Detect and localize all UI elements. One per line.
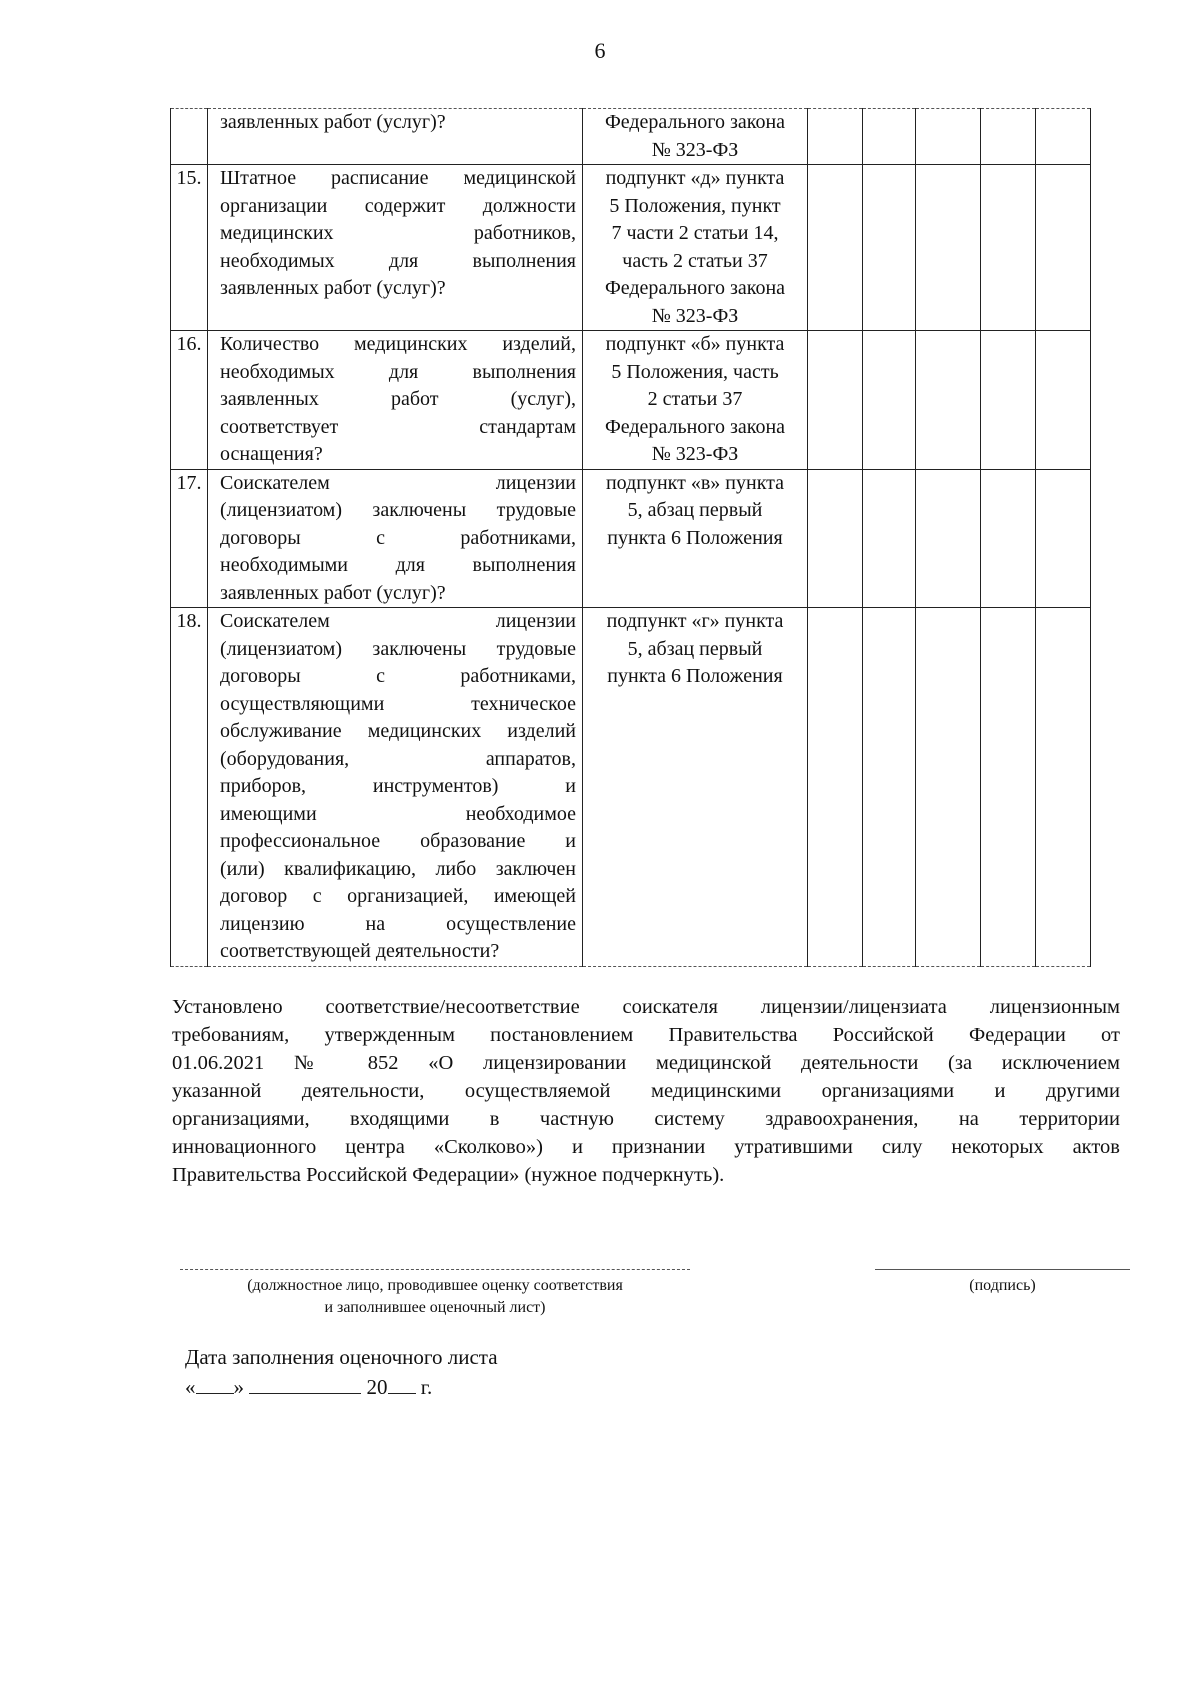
answer-cell[interactable] <box>916 469 981 608</box>
answer-cell[interactable] <box>863 608 916 967</box>
conclusion-line: Установлено соответствие/несоответствие соискателя лицензии/лицензиата лицензионным <box>172 996 1120 1018</box>
question-line: договор с организацией, имеющей <box>220 885 576 907</box>
answer-cell[interactable] <box>808 109 863 165</box>
reference-line: № 323-ФЗ <box>651 443 739 465</box>
question-line: Штатное расписание медицинской <box>220 167 576 189</box>
answer-cell[interactable] <box>916 608 981 967</box>
reference-line: 7 части 2 статьи 14, <box>611 222 779 244</box>
question-cell <box>208 109 583 165</box>
question-cell <box>208 469 583 608</box>
question-line: заявленных работ (услуг)? <box>220 277 446 299</box>
answer-cell[interactable] <box>808 165 863 331</box>
question-cell <box>208 165 583 331</box>
reference-line: 2 статьи 37 <box>647 388 743 410</box>
year-suffix: г. <box>420 1375 433 1399</box>
question-line: договоры с работниками, <box>220 526 576 549</box>
date-open-quote: « <box>185 1375 196 1399</box>
reference-cell <box>583 331 808 470</box>
conclusion-line: организациями, входящими в частную систему здравоохранения, на территории <box>172 1108 1120 1130</box>
answer-cell[interactable] <box>863 469 916 608</box>
answer-cell[interactable] <box>916 165 981 331</box>
question-line: оснащения? <box>220 443 323 465</box>
reference-line: 5, абзац первый <box>627 637 763 660</box>
question-line: имеющими необходимое <box>220 802 576 825</box>
reference-line: подпункт «в» пункта <box>605 471 785 494</box>
reference-cell <box>583 165 808 331</box>
reference-line: подпункт «д» пункта <box>605 167 785 189</box>
answer-cell[interactable] <box>1036 331 1091 470</box>
question-line: (лицензиатом) заключены трудовые <box>220 499 576 521</box>
year-blank[interactable] <box>388 1375 416 1394</box>
table-row <box>171 608 1091 967</box>
answer-cell[interactable] <box>916 331 981 470</box>
answer-cell[interactable] <box>981 109 1036 165</box>
question-line: необходимых для выполнения <box>220 249 576 272</box>
conclusion-line: указанной деятельности, осуществляемой медицинскими организациями и другими <box>172 1080 1120 1102</box>
row-number: 15. <box>171 165 208 331</box>
reference-line: пункта 6 Положения <box>607 526 783 549</box>
month-blank[interactable] <box>249 1375 361 1394</box>
question-line: медицинских работников, <box>220 222 576 244</box>
question-line: приборов, инструментов) и <box>220 775 576 797</box>
answer-cell[interactable] <box>808 469 863 608</box>
reference-line: № 323-ФЗ <box>651 304 739 327</box>
question-cell <box>208 331 583 470</box>
answer-cell[interactable] <box>808 331 863 470</box>
question-line: Количество медицинских изделий, <box>220 333 576 355</box>
conclusion-line: инновационного центра «Сколково») и признании утратившими силу некоторых актов <box>172 1136 1120 1158</box>
reference-line: 5, абзац первый <box>627 499 763 521</box>
reference-line: Федерального закона <box>604 277 786 299</box>
date-close-quote: » <box>233 1375 244 1399</box>
table-row <box>171 331 1091 470</box>
official-caption <box>180 1275 690 1319</box>
date-fill-line <box>185 1375 432 1400</box>
reference-line: 5 Положения, пункт <box>609 194 781 217</box>
answer-cell[interactable] <box>1036 109 1091 165</box>
answer-cell[interactable] <box>863 331 916 470</box>
day-blank[interactable] <box>196 1375 234 1394</box>
table-row <box>171 469 1091 608</box>
conclusion-line: Правительства Российской Федерации» (нужное подчеркнуть). <box>172 1164 725 1186</box>
answer-cell[interactable] <box>1036 608 1091 967</box>
signature-caption: (подпись) <box>969 1277 1036 1294</box>
row-number: 16. <box>171 331 208 470</box>
page-number: 6 <box>594 38 606 63</box>
question-line: необходимыми для выполнения <box>220 554 576 576</box>
question-line: Соискателем лицензии <box>220 471 576 494</box>
answer-cell[interactable] <box>863 165 916 331</box>
question-cell <box>208 608 583 967</box>
question-line: заявленных работ (услуг)? <box>220 111 446 133</box>
conclusion-paragraph <box>172 993 1120 1189</box>
reference-line: Федерального закона <box>604 111 786 133</box>
table-row <box>171 109 1091 165</box>
row-number <box>171 109 208 165</box>
reference-line: подпункт «г» пункта <box>606 610 784 632</box>
reference-line: часть 2 статьи 37 <box>622 249 768 272</box>
question-line: заявленных работ (услуг)? <box>220 581 446 604</box>
official-caption-line2: и заполнившее оценочный лист) <box>324 1299 546 1316</box>
year-prefix: 20 <box>366 1375 388 1399</box>
question-line: соответствующей деятельности? <box>220 940 500 962</box>
official-caption-line1: (должностное лицо, проводившее оценку соответствия <box>247 1277 623 1294</box>
answer-cell[interactable] <box>1036 165 1091 331</box>
question-line: договоры с работниками, <box>220 665 576 687</box>
answer-cell[interactable] <box>863 109 916 165</box>
table-row <box>171 165 1091 331</box>
question-line: (или) квалификацию, либо заключен <box>220 857 576 880</box>
reference-line: 5 Положения, часть <box>611 360 779 383</box>
question-line: профессиональное образование и <box>220 830 576 852</box>
official-signature-line <box>180 1269 690 1270</box>
answer-cell[interactable] <box>916 109 981 165</box>
reference-line: подпункт «б» пункта <box>605 333 785 355</box>
question-line: осуществляющими техническое <box>220 692 576 715</box>
reference-line: Федерального закона <box>604 415 786 438</box>
reference-cell <box>583 109 808 165</box>
answer-cell[interactable] <box>808 608 863 967</box>
evaluation-table <box>170 108 1091 967</box>
answer-cell[interactable] <box>981 165 1036 331</box>
reference-line: пункта 6 Положения <box>607 665 783 687</box>
question-line: обслуживание медицинских изделий <box>220 720 576 742</box>
answer-cell[interactable] <box>981 331 1036 470</box>
question-line: лицензию на осуществление <box>220 912 576 935</box>
conclusion-line: 01.06.2021 № 852 «О лицензировании медицинской деятельности (за исключением <box>172 1052 1120 1074</box>
reference-cell <box>583 608 808 967</box>
question-line: соответствует стандартам <box>220 415 576 438</box>
answer-cell[interactable] <box>1036 469 1091 608</box>
reference-cell <box>583 469 808 608</box>
row-number: 18. <box>171 608 208 967</box>
answer-cell[interactable] <box>981 608 1036 967</box>
question-line: необходимых для выполнения <box>220 360 576 383</box>
question-line: заявленных работ (услуг), <box>220 388 576 410</box>
question-line: (лицензиатом) заключены трудовые <box>220 637 576 660</box>
row-number: 17. <box>171 469 208 608</box>
date-label: Дата заполнения оценочного листа <box>185 1345 498 1369</box>
signature-line <box>875 1269 1130 1270</box>
question-line: организации содержит должности <box>220 194 576 217</box>
question-line: (оборудования, аппаратов, <box>220 747 576 770</box>
answer-cell[interactable] <box>981 469 1036 608</box>
question-line: Соискателем лицензии <box>220 610 576 632</box>
conclusion-line: требованиям, утвержденным постановлением Правительства Российской Федерации от <box>172 1024 1120 1046</box>
reference-line: № 323-ФЗ <box>651 138 739 161</box>
